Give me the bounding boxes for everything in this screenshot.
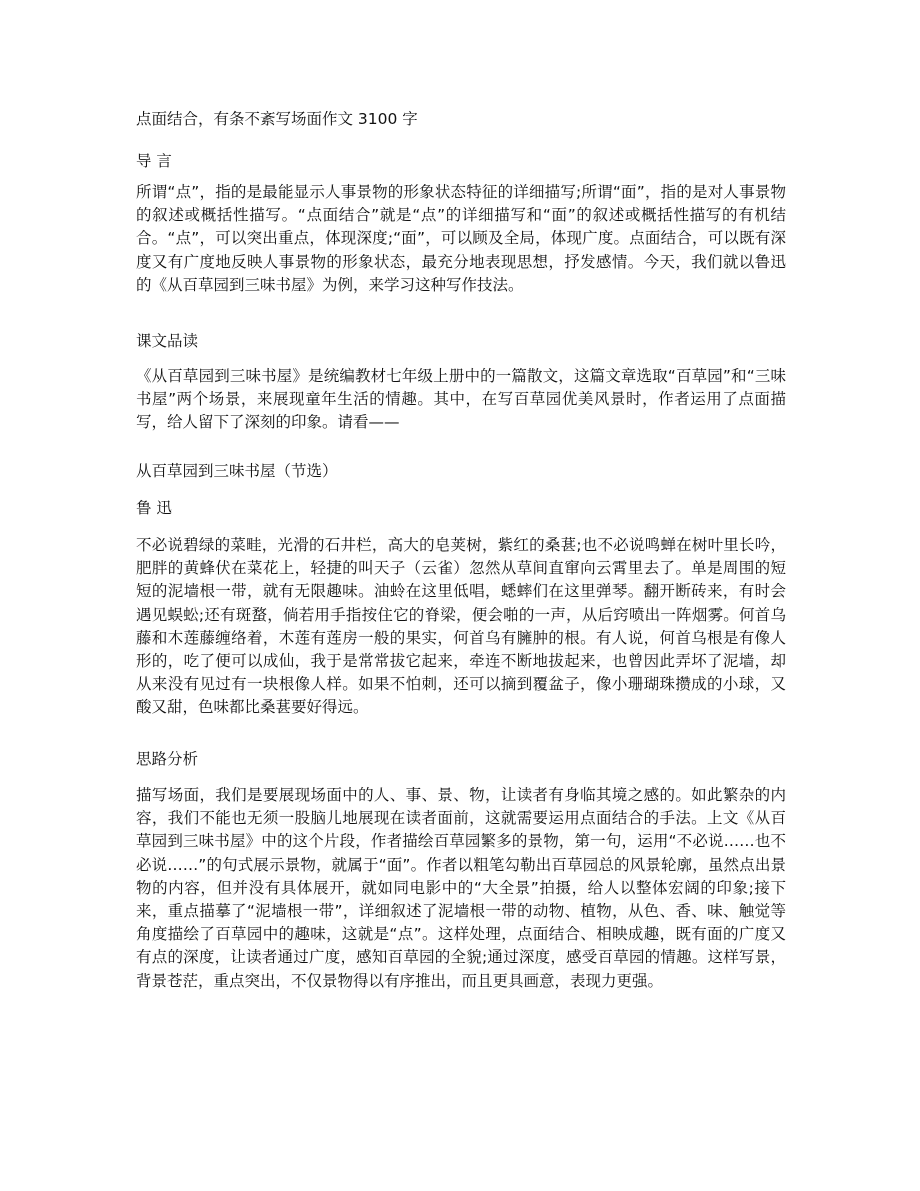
intro-paragraph: 所谓“点”，指的是最能显示人事景物的形象状态特征的详细描写;所谓“面”，指的是对人事景物的叙述或概括性描写。“点面结合”就是“点”的详细描写和“面”的叙述或概括性描写的有机结合。“点”，可以突出重点，体现深度;“面”，可以顾及全局，体现广度。点面结合，可以既有深度又有广度地反映人事景物的形象状态，最充分地表现思想，抒发感情。今天，我们就以鲁迅的《从百草园到三味书屋》为例，来学习这种写作技法。 bbox=[136, 183, 786, 294]
document-title: 点面结合，有条不紊写场面作文 3100 字 bbox=[136, 110, 418, 128]
excerpt-title: 从百草园到三味书屋（节选） bbox=[136, 462, 338, 480]
section-heading-analysis: 思路分析 bbox=[136, 750, 199, 768]
excerpt-author: 鲁 迅 bbox=[136, 499, 172, 517]
excerpt-paragraph: 不必说碧绿的菜畦，光滑的石井栏，高大的皂荚树，紫红的桑葚;也不必说鸣蝉在树叶里长吟，肥胖的黄蜂伏在菜花上，轻捷的叫天子（云雀）忽然从草间直窜向云霄里去了。单是周围的短短的泥墙根一带，就有无限趣味。油蛉在这里低唱，蟋蟀们在这里弹琴。翻开断砖来，有时会遇见蜈蚣;还有斑蝥，倘若用手指按住它的脊梁，便会啪的一声，从后窍喷出一阵烟雾。何首乌藤和木莲藤缠络着，木莲有莲房一般的果实，何首乌有臃肿的根。有人说，何首乌根是有像人形的，吃了便可以成仙，我于是常常拔它起来，牵连不断地拔起来，也曾因此弄坏了泥墙，却从来没有见过有一块根像人样。如果不怕刺，还可以摘到覆盆子，像小珊瑚珠攒成的小球，又酸又甜，色味都比桑葚要好得远。 bbox=[136, 536, 786, 717]
analysis-paragraph: 描写场面，我们是要展现场面中的人、事、景、物，让读者有身临其境之感的。如此繁杂的内容，我们不能也无须一股脑儿地展现在读者面前，这就需要运用点面结合的手法。上文《从百草园到三味书屋》中的这个片段，作者描绘百草园繁多的景物，第一句，运用“不必说……也不必说……”的句式展示景物，就属于“面”。作者以粗笔勾勒出百草园总的风景轮廓，虽然点出景物的内容，但并没有具体展开，就如同电影中的“大全景”拍摄，给人以整体宏阔的印象;接下来，重点描摹了“泥墙根一带”，详细叙述了泥墙根一带的动物、植物，从色、香、味、触觉等角度描绘了百草园中的趣味，这就是“点”。这样处理，点面结合、相映成趣，既有面的广度又有点的深度，让读者通过广度，感知百草园的全貌;通过深度，感受百草园的情趣。这样写景，背景苍茫，重点突出，不仅景物得以有序推出，而且更具画意，表现力更强。 bbox=[136, 786, 786, 990]
section-heading-reading: 课文品读 bbox=[136, 332, 199, 350]
reading-paragraph: 《从百草园到三味书屋》是统编教材七年级上册中的一篇散文，这篇文章选取“百草园”和“三味书屋”两个场景，来展现童年生活的情趣。其中，在写百草园优美风景时，作者运用了点面描写，给人留下了深刻的印象。请看—— bbox=[136, 367, 786, 432]
section-heading-intro: 导 言 bbox=[136, 152, 172, 170]
